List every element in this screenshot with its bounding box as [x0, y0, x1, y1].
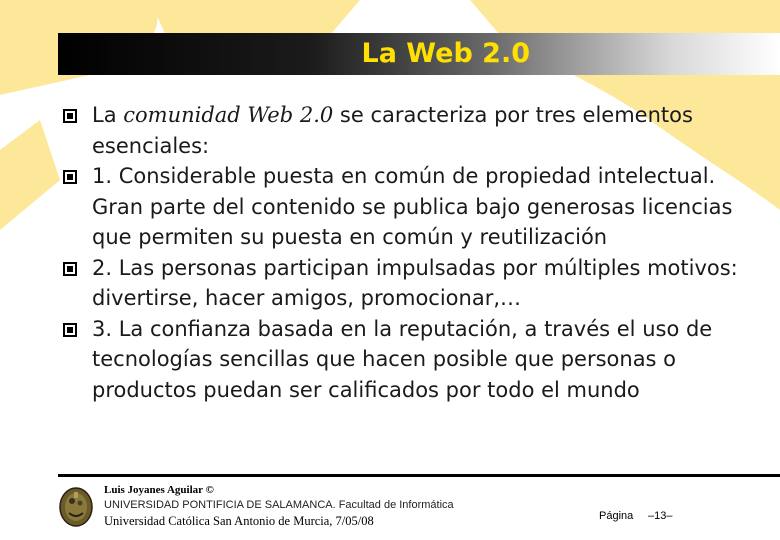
footer-page-label: Página: [599, 510, 634, 522]
bullet-text: 1. Considerable puesta en común de propiedad intelectual. Gran parte del contenido se publica bajo generosas licencias que permiten su puesta en común y reutilización: [92, 164, 733, 249]
bullet-box-icon: [63, 262, 77, 276]
footer-author: Luis Joyanes Aguilar ©: [104, 484, 214, 496]
footer-university: UNIVERSIDAD PONTIFICIA DE SALAMANCA. Facultad de Informática: [104, 499, 454, 511]
bullet-prefix: La: [92, 103, 124, 127]
university-logo-icon: [58, 486, 94, 528]
bullet-item: [63, 314, 763, 406]
title-bar: [58, 33, 780, 75]
bullet-text: 3. La confianza basada en la reputación, a través el uso de tecnologías sencillas que hacen posible que personas o productos puedan ser calificados por todo el mundo: [92, 316, 713, 402]
bullet-italic-term: comunidad Web 2.0: [123, 103, 334, 127]
bullet-item: [63, 161, 763, 253]
footer-divider: [58, 474, 780, 477]
bullet-suffix: se caracteriza por tres elementos esenciales:: [92, 103, 693, 158]
footer-page-number: –13–: [648, 510, 673, 522]
footer-ucam-date: Universidad Católica San Antonio de Murcia, 7/05/08: [104, 514, 374, 528]
bullet-box-icon: [63, 109, 77, 123]
slide-content: [63, 100, 763, 405]
bullet-box-icon: [63, 170, 77, 184]
bullet-item: [63, 100, 763, 161]
slide-title: La Web 2.0: [361, 38, 530, 69]
bullet-text: 2. Las personas participan impulsadas por múltiples motivos: divertirse, hacer amigos, promocionar,…: [92, 255, 738, 310]
bullet-item: [63, 253, 763, 314]
bullet-box-icon: [63, 323, 77, 337]
